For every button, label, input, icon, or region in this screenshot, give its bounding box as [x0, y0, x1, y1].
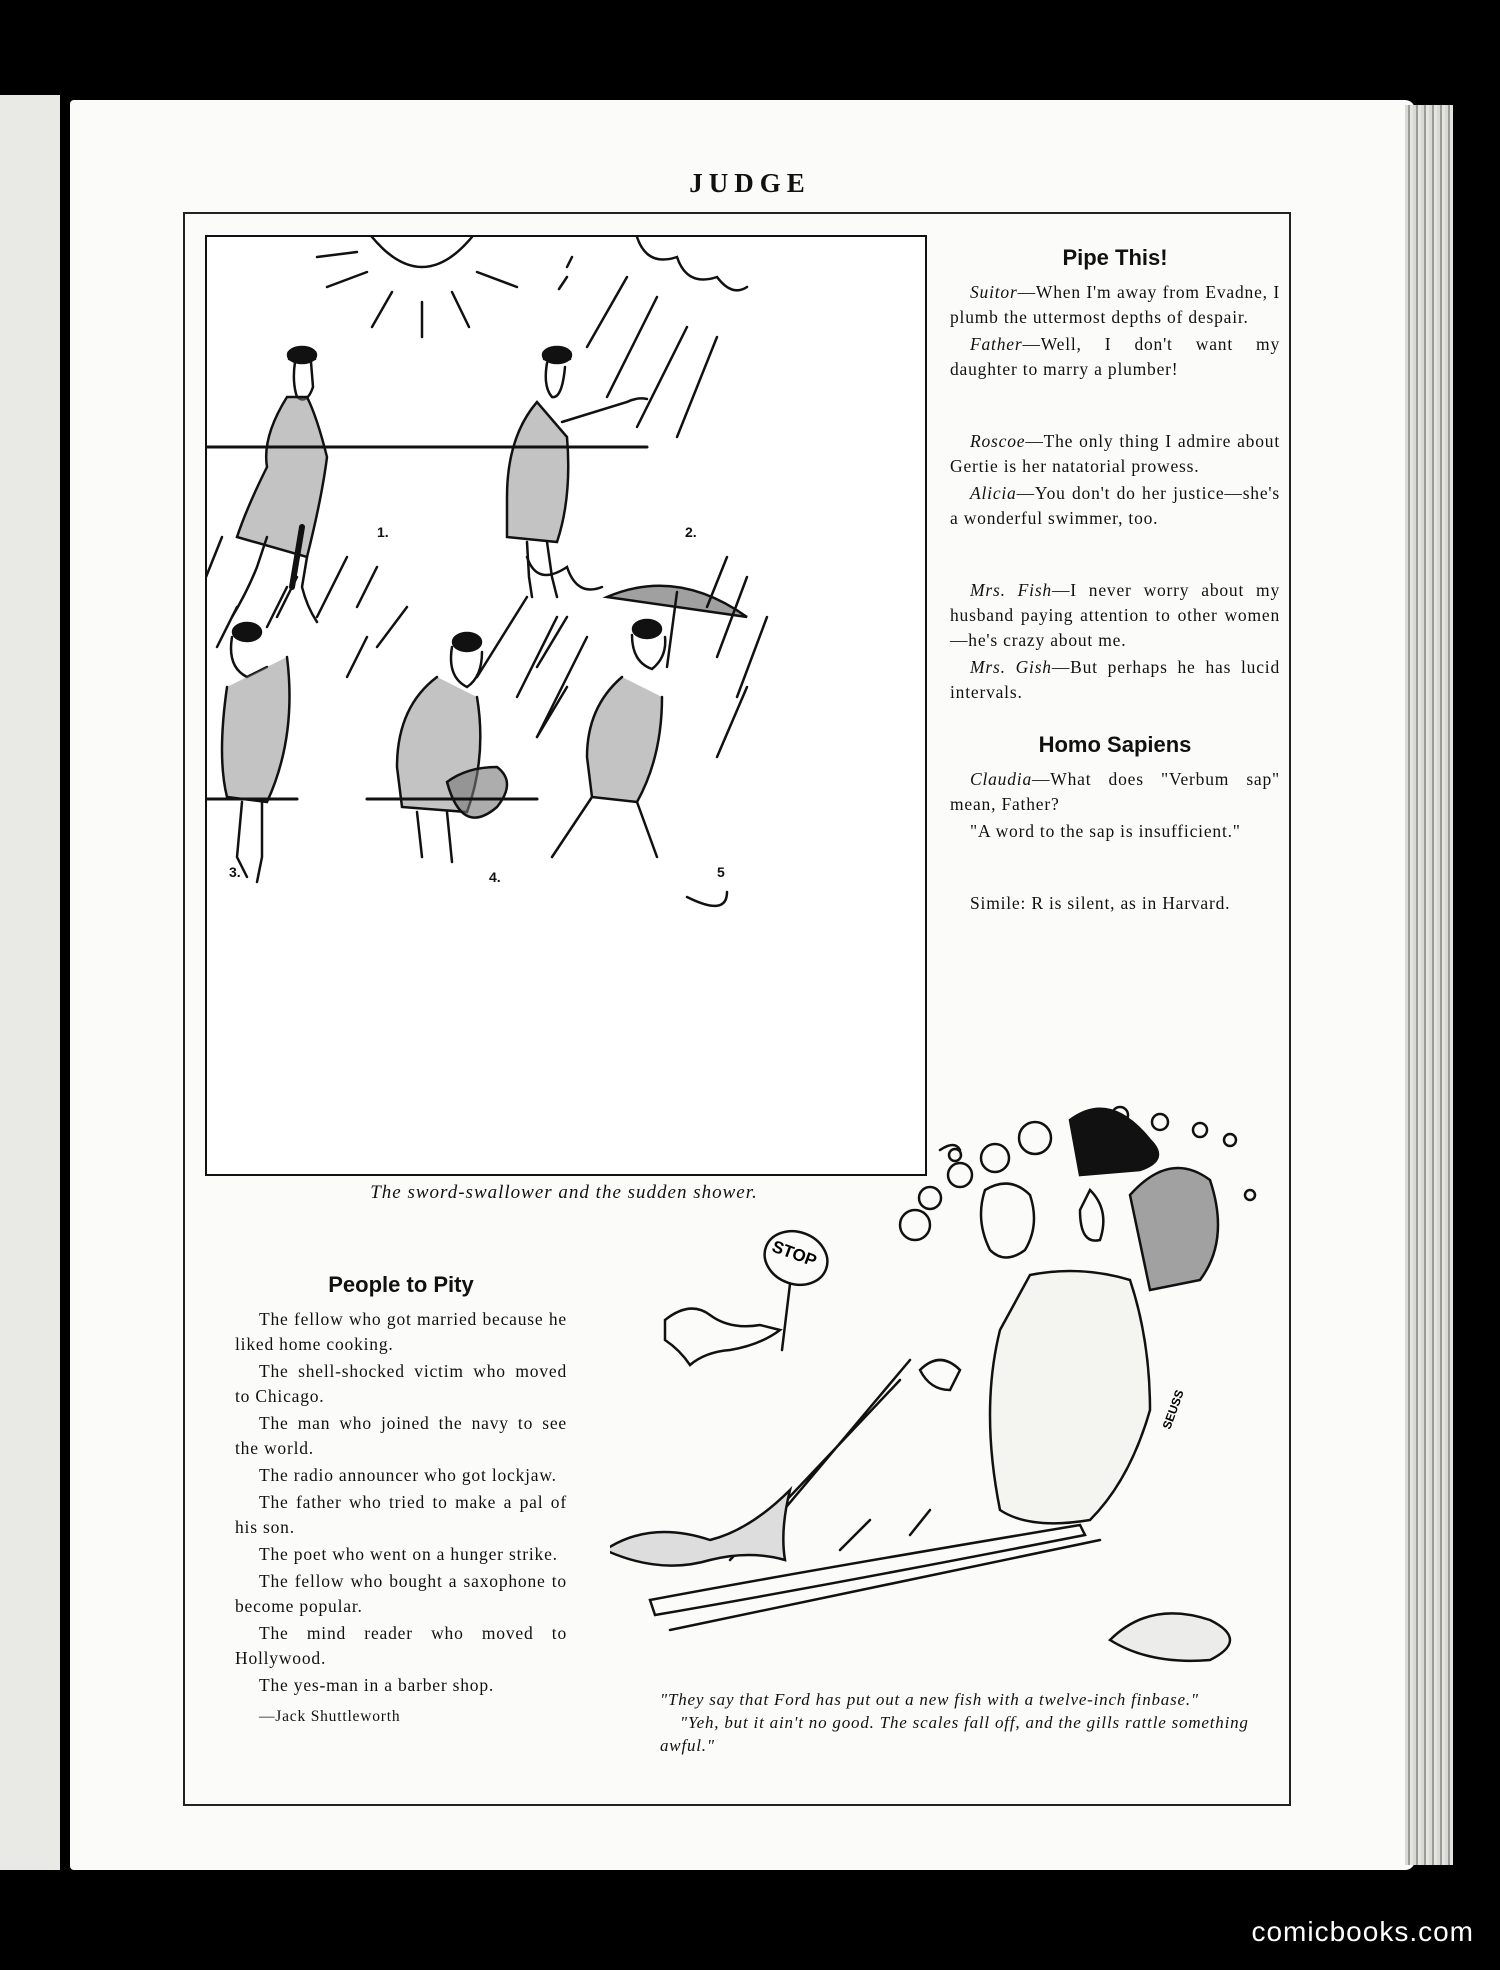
list-item: The man who joined the navy to see the world. [235, 1413, 567, 1458]
man-walking-panel-1 [232, 347, 327, 622]
list-item: The shell-shocked victim who moved to Chicago. [235, 1361, 567, 1406]
stop-sign [757, 1223, 835, 1350]
seuss-caption [660, 1688, 1292, 1757]
joke-line: Roscoe—The only thing I admire about Gertie is her natatorial prowess. [950, 431, 1280, 476]
list-item: The fellow who bought a saxophone to become popular. [235, 1571, 567, 1616]
list-item: The poet who went on a hunger strike. [259, 1544, 558, 1564]
stop-sign-label: STOP [769, 1236, 820, 1271]
caption-line-1: "They say that Ford has put out a new fish with a twelve-inch finbase." [660, 1690, 1199, 1709]
right-column [950, 245, 1280, 918]
fish-drawing [610, 1490, 790, 1566]
list-item: The yes-man in a barber shop. [259, 1675, 495, 1695]
bag-label: SEUSS [1159, 1388, 1187, 1432]
panel-number-3: 3. [229, 864, 241, 880]
bird-drawing [665, 1309, 780, 1365]
watermark: comicbooks.com [1251, 1916, 1474, 1947]
byline: —Jack Shuttleworth [259, 1708, 401, 1725]
caption-line-2: "Yeh, but it ain't no good. The scales fall off, and the gills rattle something awful." [660, 1713, 1249, 1755]
people-to-pity-column [235, 1272, 567, 1731]
man-swallowing-umbrella-panel-3 [222, 527, 302, 882]
cloud-drawing [637, 237, 747, 290]
sun-drawing [372, 237, 472, 267]
comic-illustration [207, 237, 925, 1174]
page-stack-edge [1405, 105, 1453, 1865]
man-with-broken-umbrella-panel-4 [397, 633, 507, 862]
pipe-this-heading: Pipe This! [1062, 245, 1168, 270]
simile-line: Simile: R is silent, as in Harvard. [970, 893, 1231, 913]
joke-line: Mrs. Fish—I never worry about my husband paying attention to other women—he's crazy about me. [950, 580, 1280, 650]
people-to-pity-heading: People to Pity [328, 1272, 474, 1297]
panel-number-5: 5 [717, 864, 725, 880]
seuss-cartoon [610, 1080, 1300, 1680]
facing-page-edge [0, 95, 60, 1870]
joke-line: Alicia—You don't do her justice—she's a wonderful swimmer, too. [950, 483, 1280, 528]
comic-strip [205, 235, 927, 1176]
skier-figure [730, 1109, 1218, 1560]
signature-mark [687, 892, 727, 906]
spacer [950, 533, 1280, 578]
panel-number-1: 1. [377, 524, 389, 540]
list-item: The father who tried to make a pal of his son. [235, 1492, 567, 1537]
panel-number-2: 2. [685, 524, 697, 540]
spacer [950, 707, 1280, 732]
joke-line: Father—Well, I don't want my daughter to marry a plumber! [950, 334, 1280, 379]
list-item: The fellow who got married because he liked home cooking. [235, 1309, 567, 1354]
list-item: The mind reader who moved to Hollywood. [235, 1623, 567, 1668]
spacer [950, 846, 1280, 891]
joke-line: Mrs. Gish—But perhaps he has lucid intervals. [950, 657, 1280, 702]
cloud-drawing [527, 557, 602, 590]
list-item: The radio announcer who got lockjaw. [259, 1465, 557, 1485]
homo-sapiens-heading: Homo Sapiens [1038, 732, 1192, 757]
joke-line: "A word to the sap is insufficient." [970, 821, 1241, 841]
spacer [950, 384, 1280, 429]
man-with-umbrella-panel-5 [552, 586, 747, 857]
page-header: JUDGE [689, 168, 811, 198]
joke-line: Claudia—What does "Verbum sap" mean, Father? [950, 769, 1280, 814]
comic-caption: The sword-swallower and the sudden shower. [370, 1182, 758, 1203]
panel-number-4: 4. [489, 869, 501, 885]
joke-line: Suitor—When I'm away from Evadne, I plumb the uttermost depths of despair. [950, 282, 1280, 327]
